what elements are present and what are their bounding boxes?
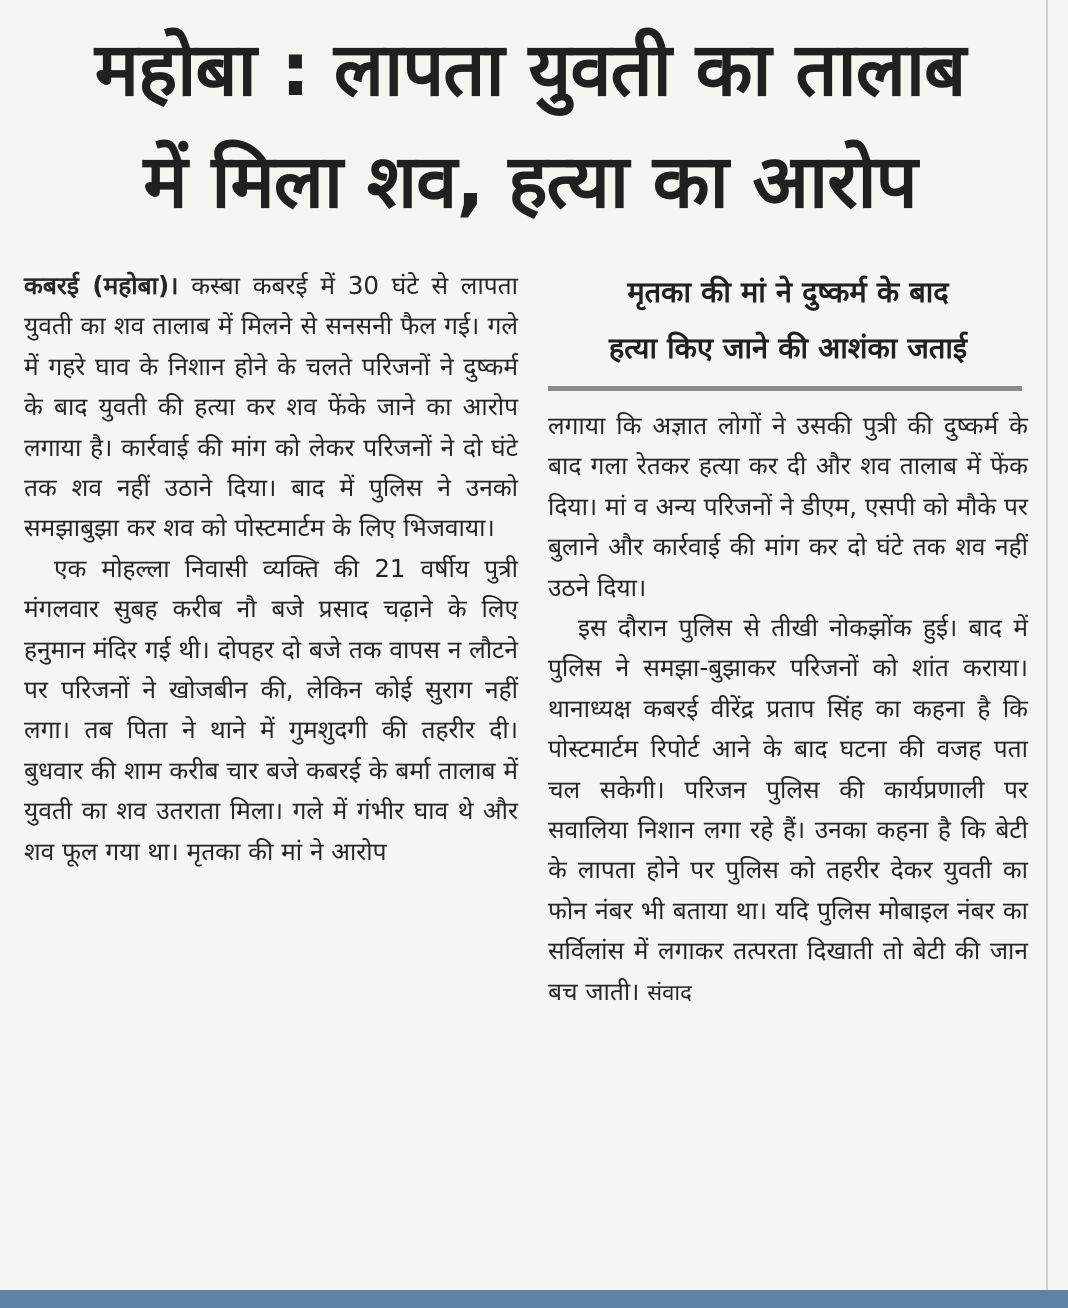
headline xyxy=(20,14,1040,238)
headline-line-1: महोबा : लापता युवती का तालाब xyxy=(94,27,966,113)
byline-credit: संवाद xyxy=(647,980,692,1006)
paragraph-4-text: इस दौरान पुलिस से तीखी नोकझोंक हुई। बाद में पुलिस ने समझा-बुझाकर परिजनों को शांत कराया। थानाध्यक्ष कबरई वीरेंद्र प्रताप सिंह का कहना है कि पोस्टमार्टम रिपोर्ट आने के बाद घटना की वजह पता चल सकेगी। परिजन पुलिस की कार्यप्रणाली पर सवालिया निशान लगा रहे हैं। उनका कहना है कि बेटी के लापता होने पर पुलिस को तहरीर देकर युवती का फोन नंबर भी बताया था। यदि पुलिस मोबाइल नंबर का सर्विलांस में लगाकर तत्परता दिखाती तो बेटी की जान बच जाती। xyxy=(548,613,1028,1006)
dateline: कबरई (महोबा)। xyxy=(24,271,179,300)
paragraph-1-text: कस्बा कबरई में 30 घंटे से लापता युवती का शव तालाब में मिलने से सनसनी फैल गई। गले में गहरे घाव के निशान होने के चलते परिजनों ने दुष्कर्म के बाद युवती की हत्या कर शव फेंके जाने का आरोप लगाया है। कार्रवाई की मांग को लेकर परिजनों ने दो घंटे तक शव नहीं उठाने दिया। बाद में पुलिस ने उनको समझाबुझा कर शव को पोस्टमार्टम के लिए भिजवाया। xyxy=(24,271,518,543)
column-edge-rule xyxy=(1046,0,1048,1290)
subheadline-divider xyxy=(548,386,1022,391)
subheadline xyxy=(548,264,1028,376)
left-column xyxy=(24,266,518,872)
paragraph-3: लगाया कि अज्ञात लोगों ने उसकी पुत्री की दुष्कर्म के बाद गला रेतकर हत्या कर दी और शव तालाब में फेंक दिया। मां व अन्य परिजनों ने डीएम, एसपी को मौके पर बुलाने और कार्रवाई की मांग कर दो घंटे तक शव नहीं उठने दिया। xyxy=(548,411,1028,602)
paragraph-4 xyxy=(548,608,1028,1014)
right-column xyxy=(548,406,1028,1014)
paragraph-1 xyxy=(24,266,518,549)
paragraph-2: एक मोहल्ला निवासी व्यक्ति की 21 वर्षीय पुत्री मंगलवार सुबह करीब नौ बजे प्रसाद चढ़ाने के लिए हनुमान मंदिर गई थी। दोपहर दो बजे तक वापस न लौटने पर परिजनों ने खोजबीन की, लेकिन कोई सुराग नहीं लगा। तब पिता ने थाने में गुमशुदगी की तहरीर दी। बुधवार की शाम करीब चार बजे कबरई के बर्मा तालाब में युवती का शव उतराता मिला। गले में गंभीर घाव थे और शव फूल गया था। मृतका की मां ने आरोप xyxy=(24,553,518,866)
subheadline-line-2: हत्या किए जाने की आशंका जताई xyxy=(608,331,968,365)
subheadline-line-1: मृतका की मां ने दुष्कर्म के बाद xyxy=(627,275,949,309)
headline-line-2: में मिला शव, हत्या का आरोप xyxy=(143,139,917,225)
bottom-color-strip xyxy=(0,1290,1068,1308)
